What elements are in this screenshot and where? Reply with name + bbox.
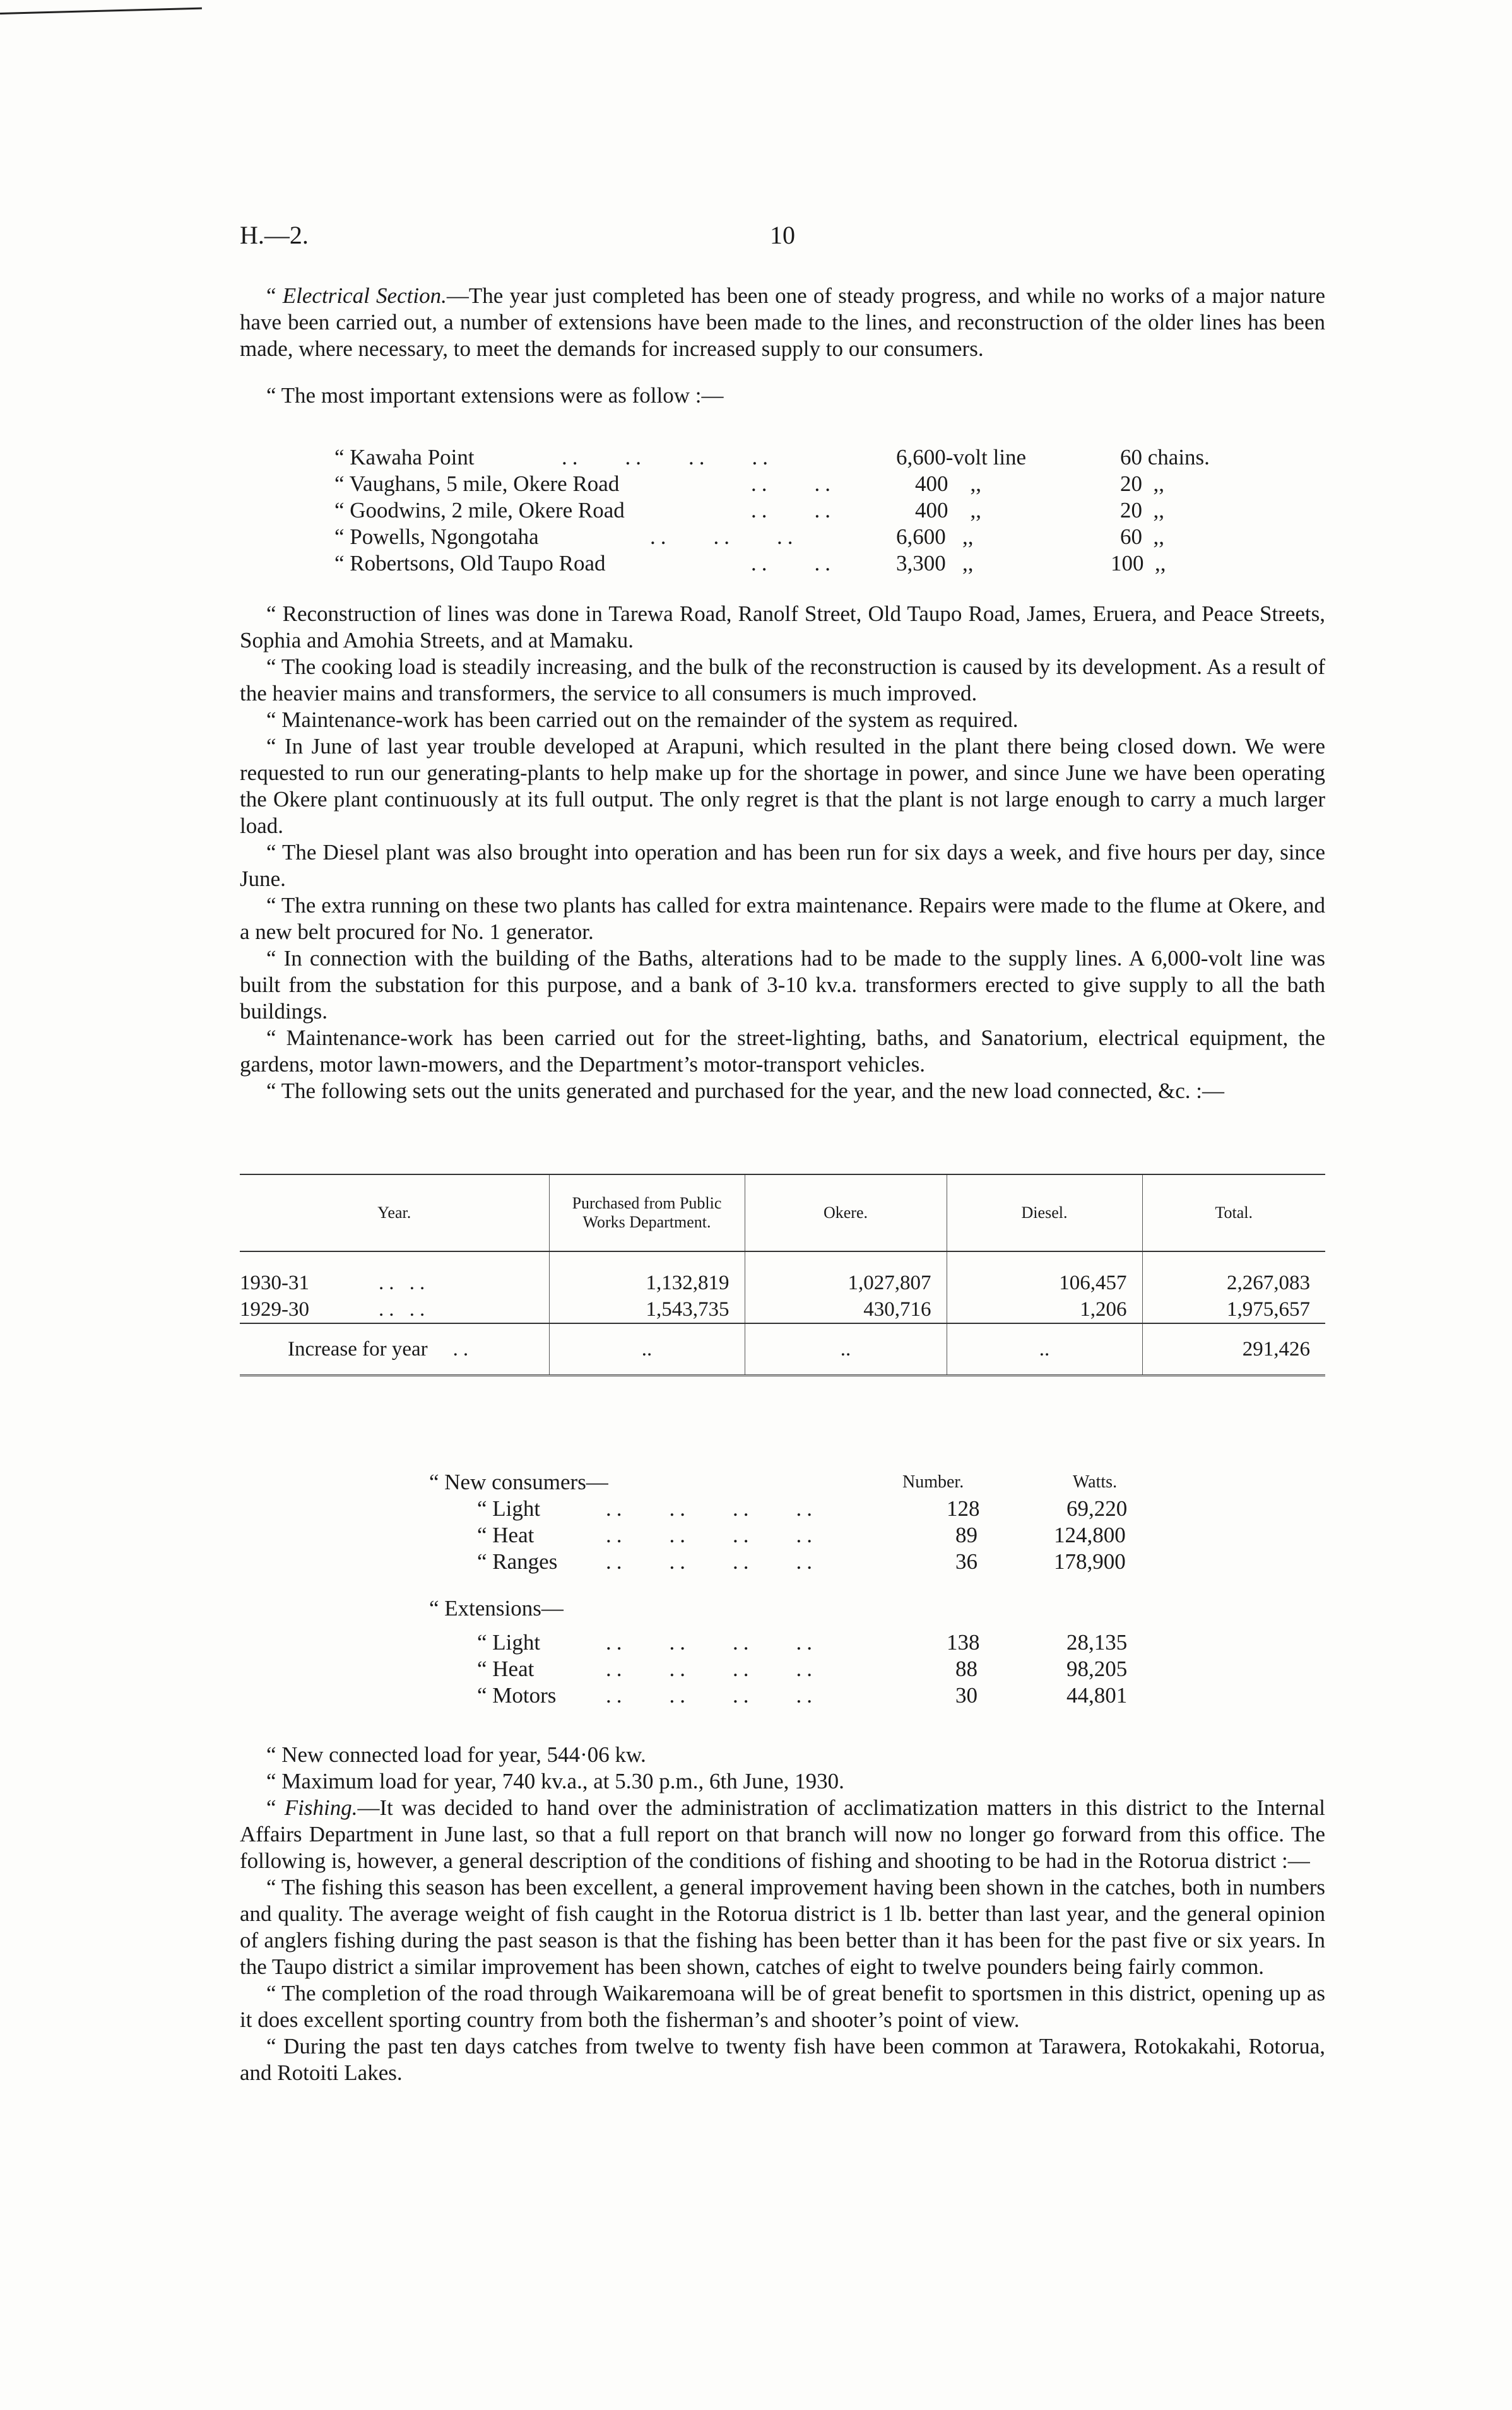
col-diesel: Diesel. — [947, 1174, 1142, 1251]
list-item — [334, 550, 1281, 577]
body-paragraphs — [240, 601, 1325, 1104]
closing-section — [240, 1742, 1325, 2086]
extension-number: 88 — [955, 1657, 977, 1681]
col-watts: Watts. — [1073, 1472, 1118, 1492]
year-value: 1929-30 — [240, 1298, 309, 1321]
table-spacer — [240, 1251, 1325, 1270]
list-item — [429, 1522, 1186, 1549]
leader-dots: .. .. .. .. — [562, 445, 773, 470]
list-item — [429, 1496, 1186, 1522]
page-header — [240, 222, 1325, 254]
new-load-line: “ New connected load for year, 544·06 kw. — [266, 1742, 646, 1767]
year-value: 1930-31 — [240, 1272, 309, 1294]
year-cell — [240, 1296, 549, 1323]
increase-row — [240, 1323, 1325, 1376]
extension-watts: 28,135 — [1066, 1630, 1128, 1655]
consumer-number: 36 — [955, 1549, 977, 1574]
corner-rule — [0, 8, 202, 15]
paragraph: “ The cooking load is steadily increasing, and the bulk of the reconstruction is caused by its development. As a result of the heavier mains and transformers, the service to all consumers is much improved. — [240, 654, 1325, 706]
pwd-cell: 1,543,735 — [549, 1296, 745, 1323]
col-year: Year. — [240, 1174, 549, 1251]
consumer-watts: 69,220 — [1066, 1496, 1128, 1521]
extension-chains: 20 ,, — [1120, 471, 1164, 496]
extension-voltage: 3,300 ,, — [896, 551, 974, 576]
paragraph: “ The Diesel plant was also brought into operation and has been run for six days a week, and five hours per day, since June. — [240, 840, 1325, 891]
leader-dots: .. .. — [379, 1298, 430, 1321]
list-item — [429, 1682, 1186, 1709]
list-item — [334, 444, 1281, 471]
extension-watts: 44,801 — [1066, 1683, 1128, 1708]
extension-voltage: 6,600 ,, — [896, 524, 974, 549]
paragraph: “ Maintenance-work has been carried out for the street-lighting, baths, and Sanatorium, electrical equipment, the gardens, motor lawn-mowers, and the Department’s motor-transport vehicles. — [240, 1025, 1325, 1077]
total-cell: 291,426 — [1142, 1323, 1325, 1376]
extension-chains: 100 ,, — [1111, 551, 1166, 576]
table-header-row — [240, 1174, 1325, 1251]
leader-dots: .. .. .. .. — [606, 1523, 817, 1547]
extension-name: “ Goodwins, 2 mile, Okere Road — [334, 498, 625, 523]
leader-dots: .. .. .. .. — [606, 1549, 817, 1574]
year-cell — [240, 1270, 549, 1296]
increase-label: Increase for year — [288, 1338, 428, 1361]
pwd-cell: 1,132,819 — [549, 1270, 745, 1296]
consumer-watts: 124,800 — [1054, 1523, 1126, 1547]
col-number: Number. — [902, 1472, 964, 1492]
extension-label: “ Light — [477, 1630, 541, 1655]
paragraph: “ The fishing this season has been excellent, a general improvement having been shown in the catches, both in numbers and quality. The average weight of fish caught in the Rotorua district is 1 lb. better than last year, and the general opinion of anglers fishing during the past season is that the fishing has been better than it has been for the past five or six years. In the Taupo district a similar improvement has been shown, catches of eight to twelve pounders being fairly common. — [240, 1875, 1325, 1979]
extension-voltage: 6,600-volt line — [896, 445, 1027, 470]
paragraph: “ Reconstruction of lines was done in Tarewa Road, Ranolf Street, Old Taupo Road, James, Eruera, and Peace Streets, Sophia and Amohia Streets, and at Mamaku. — [240, 601, 1325, 653]
table-row — [240, 1296, 1325, 1323]
consumers-section — [429, 1469, 1186, 1709]
leader-dots: .. — [452, 1338, 474, 1361]
extension-name: “ Kawaha Point — [334, 445, 475, 470]
document-code: H.—2. — [240, 221, 309, 249]
new-consumers-heading — [429, 1469, 1186, 1496]
leader-dots: .. .. .. .. — [606, 1683, 817, 1708]
increase-label-cell — [240, 1323, 549, 1376]
leader-dots: .. .. — [379, 1272, 430, 1294]
electrical-section-heading: Electrical Section. — [282, 283, 447, 308]
electrical-section-text: —The year just completed has been one of steady progress, and while no works of a major nature have been carried out, a number of extensions have been made to the lines, and reconstruction of the older lines has been made, where necessary, to meet the demands for increased supply to our consumers. — [240, 283, 1325, 361]
consumer-number: 89 — [955, 1523, 977, 1547]
paragraph: “ Maintenance-work has been carried out on the remainder of the system as required. — [266, 707, 1019, 732]
extension-label: “ Motors — [477, 1683, 557, 1708]
pwd-cell: .. — [549, 1323, 745, 1376]
extensions-heading — [429, 1595, 1186, 1622]
electrical-section-paragraph: “ Electrical Section.—The year just completed has been one of steady progress, and while no works of a major nature have been carried out, a number of extensions have been made to the lines, and reconstruction of the older lines has been made, where necessary, to meet the demands for increased supply to our consumers. — [240, 283, 1325, 361]
okere-cell: .. — [745, 1323, 947, 1376]
leader-dots: .. .. — [751, 471, 836, 496]
consumer-label: “ Heat — [477, 1523, 535, 1547]
diesel-cell: .. — [947, 1323, 1142, 1376]
extension-watts: 98,205 — [1066, 1657, 1128, 1681]
extension-name: “ Robertsons, Old Taupo Road — [334, 551, 606, 576]
units-table — [240, 1174, 1325, 1376]
leader-dots: .. .. — [751, 551, 836, 576]
new-consumers-label: “ New consumers— — [429, 1470, 608, 1494]
list-item — [429, 1549, 1186, 1575]
intro-section — [240, 283, 1325, 409]
col-okere: Okere. — [745, 1174, 947, 1251]
consumer-number: 128 — [947, 1496, 980, 1521]
consumer-watts: 178,900 — [1054, 1549, 1126, 1574]
total-cell: 1,975,657 — [1227, 1298, 1310, 1321]
fishing-paragraph: “ Fishing.—It was decided to hand over the administration of acclimatization matters in this district to the Internal Affairs Department in June last, so that a full report on that branch will now no longer go forward from this office. The following is, however, a general description of the conditions of fishing and shooting to be had in the Rotorua district :— — [240, 1795, 1326, 1873]
leader-dots: .. .. .. .. — [606, 1630, 817, 1655]
okere-cell: 1,027,807 — [745, 1270, 947, 1296]
paragraph: “ The completion of the road through Waikaremoana will be of great benefit to sportsmen in this district, opening up as it does excellent sporting country from both the fisherman’s and shooter’s point of view. — [240, 1981, 1325, 2032]
diesel-cell: 106,457 — [947, 1270, 1142, 1296]
leader-dots: .. .. .. .. — [606, 1657, 817, 1681]
fishing-heading: Fishing. — [284, 1795, 358, 1820]
leader-dots: .. .. — [751, 498, 836, 523]
col-total: Total. — [1142, 1174, 1325, 1251]
consumer-label: “ Ranges — [477, 1549, 558, 1574]
extension-label: “ Heat — [477, 1657, 535, 1681]
extensions-label: “ Extensions— — [429, 1596, 564, 1621]
extension-chains: 20 ,, — [1120, 498, 1164, 523]
extension-number: 30 — [955, 1683, 977, 1708]
paragraph: “ The following sets out the units generated and purchased for the year, and the new load connected, &c. :— — [266, 1078, 1225, 1103]
diesel-cell: 1,206 — [947, 1296, 1142, 1323]
max-load-line: “ Maximum load for year, 740 kv.a., at 5.30 p.m., 6th June, 1930. — [266, 1769, 844, 1793]
page-number: 10 — [770, 221, 795, 249]
total-cell: 2,267,083 — [1227, 1272, 1310, 1294]
extension-name: “ Vaughans, 5 mile, Okere Road — [334, 471, 620, 496]
extension-number: 138 — [947, 1630, 980, 1655]
paragraph: “ In connection with the building of the Baths, alterations had to be made to the supply lines. A 6,000-volt line was built from the substation for this purpose, and a bank of 3-10 kv.a. transformers erected to give supply to all the bath buildings. — [240, 946, 1325, 1024]
extension-voltage: 400 ,, — [915, 471, 981, 496]
extension-name: “ Powells, Ngongotaha — [334, 524, 539, 549]
list-item — [429, 1656, 1186, 1682]
okere-cell: 430,716 — [745, 1296, 947, 1323]
extension-voltage: 400 ,, — [915, 498, 981, 523]
list-item — [334, 497, 1281, 524]
col-purchased: Purchased from Public Works Department. — [549, 1174, 745, 1251]
extensions-list — [334, 444, 1281, 577]
paragraph: “ The extra running on these two plants has called for extra maintenance. Repairs were made to the flume at Okere, and a new belt procured for No. 1 generator. — [240, 893, 1325, 944]
list-item — [334, 471, 1281, 497]
leader-dots: .. .. .. .. — [606, 1496, 817, 1521]
consumer-label: “ Light — [477, 1496, 541, 1521]
leader-dots: .. .. .. — [650, 524, 798, 549]
table-row — [240, 1270, 1325, 1296]
extensions-intro: “ The most important extensions were as follow :— — [266, 383, 724, 408]
fishing-text: —It was decided to hand over the administration of acclimatization matters in this district to the Internal Affairs Department in June last, so that a full report on that branch will now no longer go forward from this office. The following is, however, a general description of the conditions of fishing and shooting to be had in the Rotorua district :— — [240, 1795, 1326, 1873]
list-item — [429, 1629, 1186, 1656]
extension-chains: 60 chains. — [1120, 445, 1210, 470]
paragraph: “ In June of last year trouble developed at Arapuni, which resulted in the plant there being closed down. We were requested to run our generating-plants to help make up for the shortage in power, and since June we have been operating the Okere plant continuously at its full output. The only regret is that the plant is not large enough to carry a much larger load. — [240, 734, 1325, 838]
paragraph: “ During the past ten days catches from twelve to twenty fish have been common at Tarawera, Rotokakahi, Rotorua, and Rotoiti Lakes. — [240, 2034, 1325, 2085]
extension-chains: 60 ,, — [1120, 524, 1164, 549]
list-item — [334, 524, 1281, 550]
